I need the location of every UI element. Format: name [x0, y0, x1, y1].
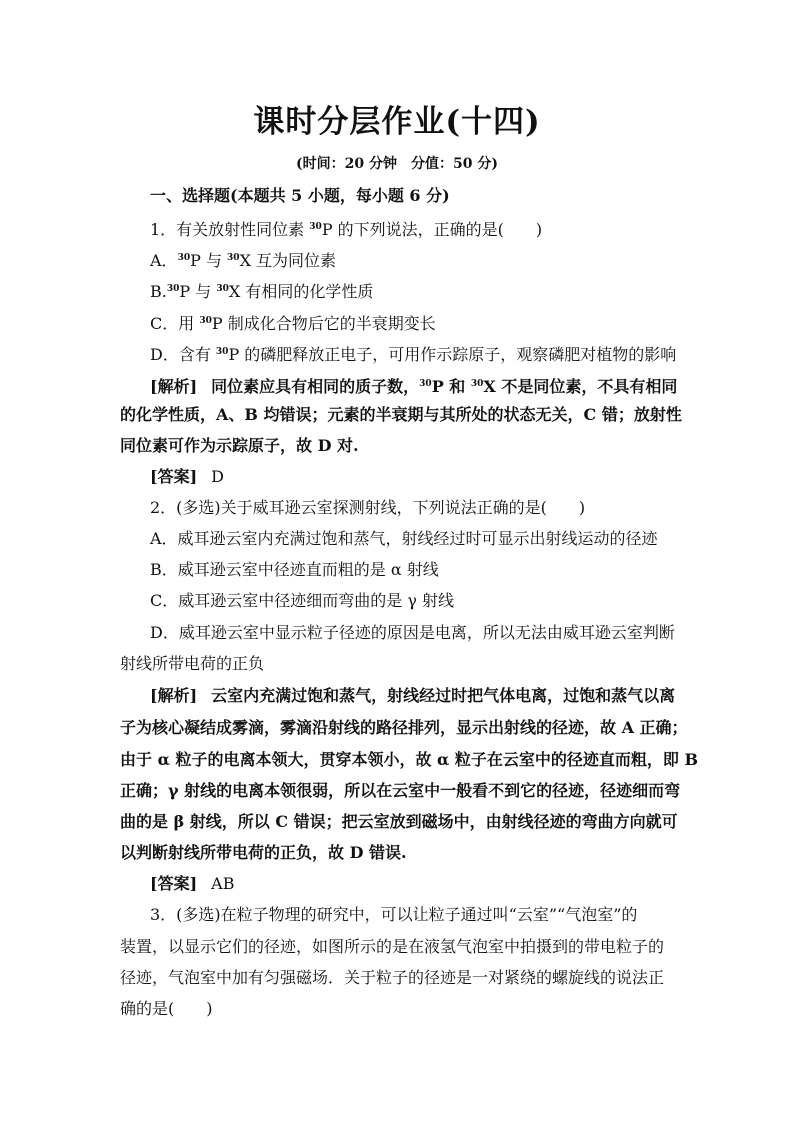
page-subtitle: (时间：20 分钟 分值：50 分): [296, 156, 498, 172]
q2-option-d-line-2: 射线所带电荷的正负: [120, 654, 265, 673]
q2-option-b: B．威耳逊云室中径迹直而粗的是 α 射线: [150, 560, 439, 579]
q1-analysis-line-2: 的化学性质，A、B 均错误；元素的半衰期与其所处的状态无关，C 错；放射性: [120, 405, 682, 424]
q2-stem: 2．(多选)关于威耳逊云室探测射线，下列说法正确的是( ): [150, 498, 586, 517]
q2-analysis-line-1: [解析] 云室内充满过饱和蒸气，射线经过时把气体电离，过饱和蒸气以离: [150, 686, 676, 705]
q1-analysis-line-1: [解析] 同位素应具有相同的质子数，$^{30}$P 和 $^{30}$X 不是同位素，不具有相同: [150, 377, 678, 396]
q1-answer: [答案] D: [150, 467, 224, 486]
q1-option-c: C．用 $^{30}$P 制成化合物后它的半衰期变长: [150, 314, 436, 333]
q2-analysis-line-5: 曲的是 β 射线，所以 C 错误；把云室放到磁场中，由射线径迹的弯曲方向就可: [120, 812, 678, 831]
analysis-tag: [解析]: [150, 377, 198, 396]
q2-analysis-line-2: 子为核心凝结成雾滴，雾滴沿射线的路径排列，显示出射线的径迹，故 A 正确；: [120, 718, 688, 737]
q1-stem: 1．有关放射性同位素 $^{30}$P 的下列说法，正确的是( ): [150, 220, 543, 239]
answer-tag: [答案]: [150, 467, 198, 486]
q2-analysis-line-3: 由于 α 粒子的电离本领大，贯穿本领小，故 α 粒子在云室中的径迹直而粗，即 B: [120, 750, 699, 769]
q3-line-3: 径迹，气泡室中加有匀强磁场．关于粒子的径迹是一对紧绕的螺旋线的说法正: [120, 968, 665, 987]
q2-answer: [答案] AB: [150, 874, 235, 893]
q2-analysis-line-6: 以判断射线所带电荷的正负，故 D 错误.: [120, 843, 407, 862]
q1-analysis-line-3: 同位素可作为示踪原子，故 D 对.: [120, 436, 359, 455]
q1-option-a: A．$^{30}$P 与 $^{30}$X 互为同位素: [150, 251, 337, 270]
q1-option-b: B.$^{30}$P 与 $^{30}$X 有相同的化学性质: [150, 282, 374, 301]
q2-option-a: A．威耳逊云室内充满过饱和蒸气，射线经过时可显示出射线运动的径迹: [150, 529, 658, 548]
q2-analysis-line-4: 正确；γ 射线的电离本领很弱，所以在云室中一般看不到它的径迹，径迹细而弯: [120, 781, 681, 800]
q2-option-d-line-1: D．威耳逊云室中显示粒子径迹的原因是电离，所以无法由威耳逊云室判断: [150, 623, 675, 642]
q3-line-4: 确的是( ): [120, 999, 213, 1018]
q3-line-2: 装置，以显示它们的径迹，如图所示的是在液氢气泡室中拍摄到的带电粒子的: [120, 937, 665, 956]
q1-option-d: D．含有 $^{30}$P 的磷肥释放正电子，可用作示踪原子，观察磷肥对植物的影响: [150, 345, 677, 364]
page-title: 课时分层作业(十四): [253, 104, 541, 140]
q3-line-1: 3．(多选)在粒子物理的研究中，可以让粒子通过叫“云室”“气泡室”的: [150, 905, 638, 924]
analysis-tag: [解析]: [150, 686, 198, 705]
section-heading: 一、选择题(本题共 5 小题，每小题 6 分): [150, 186, 450, 205]
q2-option-c: C．威耳逊云室中径迹细而弯曲的是 γ 射线: [150, 591, 454, 610]
answer-tag: [答案]: [150, 874, 198, 893]
